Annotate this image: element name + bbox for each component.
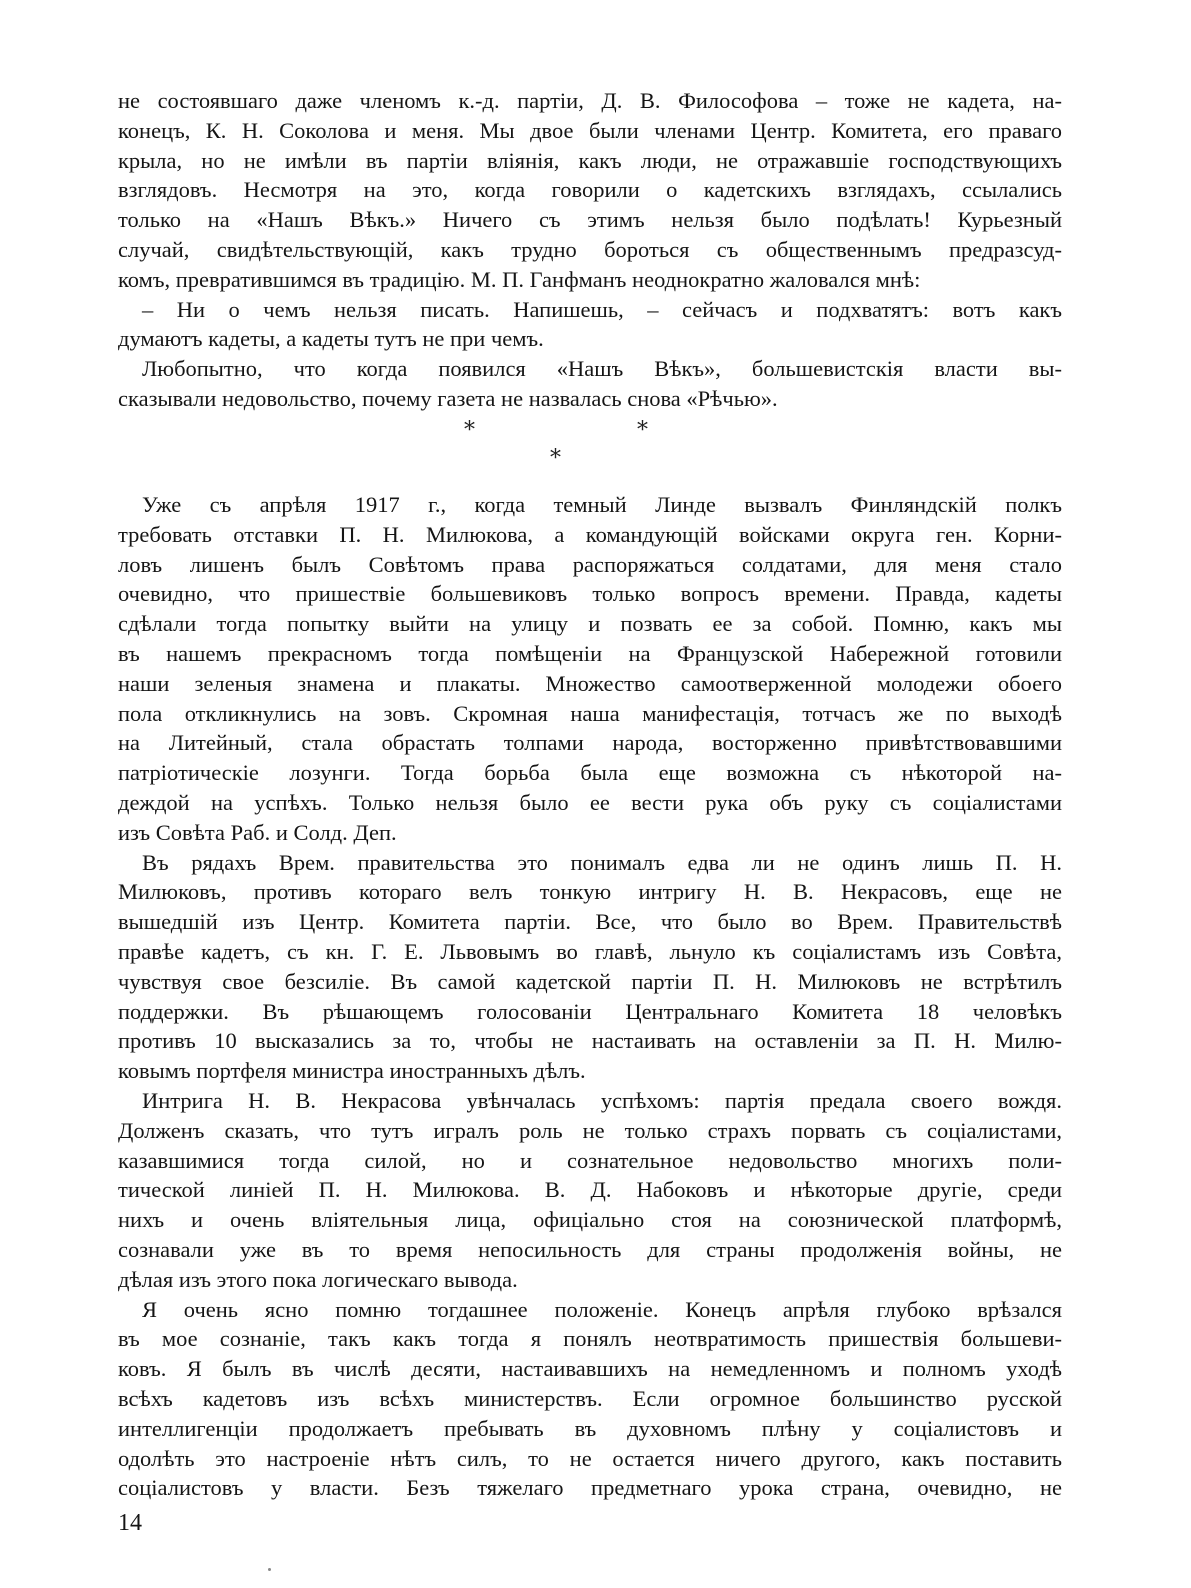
text-line: въ мое сознаніе, такъ какъ тогда я понялъ неотвратимость пришествія большеви-: [118, 1326, 1062, 1352]
text-line: Я очень ясно помню тогдашнее положеніе. Конецъ апрѣля глубоко врѣзался: [142, 1296, 1062, 1322]
page-number: 14: [118, 1510, 142, 1536]
paragraph: [118, 295, 1062, 355]
text-line: комъ, превратившимся въ традицію. М. П. Ганфманъ неоднократно жаловался мнѣ:: [118, 266, 921, 292]
text-line: Долженъ сказать, что тутъ игралъ роль не только страхъ порвать съ соціалистами,: [118, 1117, 1062, 1143]
text-line: на Литейный, стала обрастать толпами народа, восторженно привѣтствовавшими: [118, 730, 1062, 756]
text-line: патріотическіе лозунги. Тогда борьба была еще возможна съ нѣкоторой на-: [118, 760, 1062, 786]
text-line: наши зеленыя знамена и плакаты. Множество самоотверженной молодежи обоего: [118, 670, 1062, 696]
text-line: Уже съ апрѣля 1917 г., когда темный Линде вызвалъ Финляндскій полкъ: [142, 492, 1062, 517]
paragraph: [118, 490, 1062, 848]
text-line: соціалистовъ у власти. Безъ тяжелаго предметнаго урока страна, очевидно, не: [118, 1475, 1062, 1501]
paragraph: [118, 86, 1062, 295]
text-line: только на «Нашъ Вѣкъ.» Ничего съ этимъ нельзя было подѣлать! Курьезный: [118, 207, 1062, 233]
asterism-star: *: [637, 418, 648, 443]
text-line: – Ни о чемъ нельзя писать. Напишешь, – сейчасъ и подхватятъ: вотъ какъ: [142, 296, 1062, 322]
text-line: въ нашемъ прекрасномъ тогда помѣщеніи на Французской Набережной готовили: [118, 640, 1062, 666]
text-line: не состоявшаго даже членомъ к.-д. партіи, Д. В. Философова – тоже не кадета, на-: [118, 88, 1062, 113]
print-speck: [268, 1568, 271, 1571]
text-line: Интрига Н. В. Некрасова увѣнчалась успѣхомъ: партія предала своего вождя.: [142, 1087, 1062, 1113]
text-line: ковъ. Я былъ въ числѣ десяти, настаивавшихъ на немедленномъ и полномъ уходѣ: [118, 1356, 1062, 1382]
text-block-top: [118, 86, 1062, 414]
text-line: требовать отставки П. Н. Милюкова, а командующій войсками округа ген. Корни-: [118, 521, 1062, 547]
text-line: интеллигенціи продолжаетъ пребывать въ духовномъ плѣну у соціалистовъ и: [118, 1415, 1062, 1441]
text-line: пола откликнулись на зовъ. Скромная наша манифестація, тотчасъ же по выходѣ: [118, 700, 1062, 726]
text-line: очевидно, что пришествіе большевиковъ только вопросъ времени. Правда, кадеты: [118, 581, 1062, 607]
text-line: тической линіей П. Н. Милюкова. В. Д. Набоковъ и нѣкоторые другіе, среди: [118, 1177, 1062, 1203]
paragraph: [118, 354, 1062, 414]
text-line: случай, свидѣтельствующій, какъ трудно бороться съ общественнымъ предразсуд-: [118, 236, 1062, 262]
text-line: поддержки. Въ рѣшающемъ голосованіи Центральнаго Комитета 18 человѣкъ: [118, 998, 1062, 1024]
paragraph: [118, 1295, 1062, 1504]
text-line: чувствуя свое безсиліе. Въ самой кадетской партіи П. Н. Милюковъ не встрѣтилъ: [118, 968, 1062, 994]
text-line: Милюковъ, противъ котораго велъ тонкую интригу Н. В. Некрасовъ, еще не: [118, 879, 1062, 905]
text-line: противъ 10 высказались за то, чтобы не настаивать на оставленіи за П. Н. Милю-: [118, 1028, 1062, 1054]
text-line: изъ Совѣта Раб. и Солд. Деп.: [118, 819, 397, 845]
text-line: одолѣть это настроеніе нѣтъ силъ, то не остается ничего другого, какъ поставить: [118, 1445, 1062, 1471]
text-line: правѣе кадетъ, съ кн. Г. Е. Львовымъ во главѣ, льнуло къ соціалистамъ изъ Совѣта,: [118, 938, 1062, 964]
text-line: думаютъ кадеты, а кадеты тутъ не при чемъ.: [118, 326, 544, 352]
text-line: нихъ и очень вліятельныя лица, офиціально стоя на союзнической платформѣ,: [118, 1207, 1062, 1233]
text-line: казавшимися тогда силой, но и сознательное недовольство многихъ поли-: [118, 1147, 1062, 1173]
text-line: сознавали уже въ то время непосильность для страны продолженія войны, не: [118, 1236, 1062, 1262]
text-line: ковымъ портфеля министра иностранныхъ дѣлъ.: [118, 1058, 586, 1084]
text-line: конецъ, К. Н. Соколова и меня. Мы двое были членами Центр. Комитета, его праваго: [118, 117, 1062, 143]
text-line: сдѣлали тогда попытку выйти на улицу и позвать ее за собой. Помню, какъ мы: [118, 611, 1062, 637]
text-line: всѣхъ кадетовъ изъ всѣхъ министерствъ. Если огромное большинство русской: [118, 1385, 1062, 1411]
paragraph: [118, 1086, 1062, 1295]
asterism-star: *: [464, 418, 475, 443]
text-line: Любопытно, что когда появился «Нашъ Вѣкъ», большевистскія власти вы-: [142, 356, 1062, 382]
text-block-bottom: [118, 490, 1062, 1503]
text-line: сказывали недовольство, почему газета не назвалась снова «Рѣчью».: [118, 385, 778, 411]
text-line: взглядовъ. Несмотря на это, когда говорили о кадетскихъ взглядахъ, ссылались: [118, 177, 1062, 203]
asterism-star: *: [550, 446, 561, 471]
text-line: деждой на успѣхъ. Только нельзя было ее вести рука объ руку съ соціалистами: [118, 789, 1062, 815]
text-line: ловъ лишенъ былъ Совѣтомъ права распоряжаться солдатами, для меня стало: [118, 551, 1062, 577]
text-line: дѣлая изъ этого пока логическаго вывода.: [118, 1266, 518, 1292]
paragraph: [118, 848, 1062, 1086]
text-line: Въ рядахъ Врем. правительства это понималъ едва ли не одинъ лишь П. Н.: [142, 849, 1062, 875]
text-line: крыла, но не имѣли въ партіи вліянія, какъ люди, не отражавшіе господствующихъ: [118, 147, 1062, 173]
text-line: вышедшій изъ Центр. Комитета партіи. Все, что было во Врем. Правительствѣ: [118, 909, 1062, 935]
